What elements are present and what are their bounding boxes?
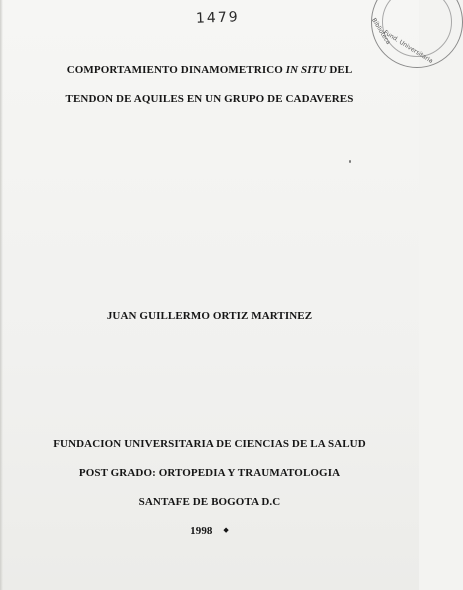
author-name: JUAN GUILLERMO ORTIZ MARTINEZ [106,310,313,322]
stamp-text-line1: Biblioteca [370,17,392,46]
title-italic-in-situ: IN SITU [285,64,327,76]
institution-name: FUNDACION UNIVERSITARIA DE CIENCIAS DE LA SALUD [53,438,366,450]
year: 1998 [190,525,213,537]
program-name: POST GRADO: ORTOPEDIA Y TRAUMATOLOGIA [78,467,341,479]
title-line-2: TENDON DE AQUILES EN UN GRUPO DE CADAVERES [65,93,354,105]
stamp-text-line2: Fund. Universitaria [382,29,434,65]
title-line-1 [0,64,419,77]
title-line-1-start: COMPORTAMIENTO DINAMOMETRICO [66,64,286,76]
paper-speck [349,160,351,163]
city-name: SANTAFE DE BOGOTA D.C [138,496,281,508]
year-mark: ◆ [223,526,229,534]
show-through-text [0,42,419,53]
year-line [0,524,419,538]
title-line-1-end: DEL [326,64,353,76]
library-stamp [371,0,463,68]
handwritten-accession-number: 1479 [195,9,240,27]
